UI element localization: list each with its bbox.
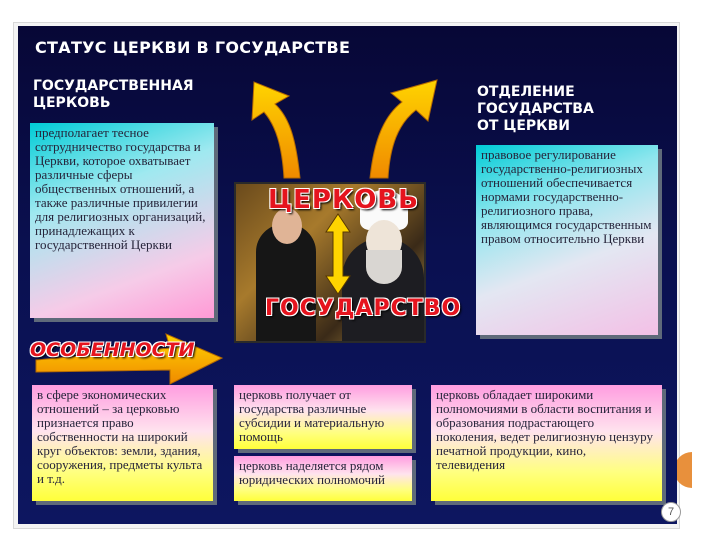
- feature-legal-powers: церковь наделяется рядом юридических полномочий: [234, 456, 412, 501]
- right-header-line-1: ОТДЕЛЕНИЕ: [477, 84, 575, 100]
- state-church-description: предполагает тесное сотрудничество государства и Церкви, которое охватывает различные сферы общественных отношений, а также различные привилегии для религиозных организаций, принадлежащих к государственной Церкви: [30, 123, 214, 318]
- left-header-line-1: ГОСУДАРСТВЕННАЯ: [33, 78, 194, 94]
- feature-education: церковь обладает широкими полномочиями в области воспитания и образования подрастающего поколения, ведет религиозную цензуру печатной продукции, кино, телевидения: [431, 385, 662, 501]
- page-number: 7: [661, 502, 681, 522]
- separation-description: правовое регулирование государственно-религиозных отношений обеспечивается нормами государственно-религиозного права, являющимся государственным правом относительно Церкви: [476, 145, 658, 335]
- church-label: ЦЕРКОВЬ: [268, 185, 419, 215]
- features-label: ОСОБЕННОСТИ: [30, 339, 195, 361]
- left-header-line-2: ЦЕРКОВЬ: [33, 95, 111, 111]
- state-label: ГОСУДАРСТВО: [265, 296, 462, 321]
- arrow-to-separation-icon: [370, 80, 437, 178]
- double-arrow-icon: [326, 214, 350, 294]
- right-header-line-3: ОТ ЦЕРКВИ: [477, 118, 570, 134]
- feature-economic: в сфере экономических отношений – за церковью признается право собственности на широкий круг объектов: земли, здания, сооружения, предметы культа и т.д.: [32, 385, 213, 501]
- slide-title: СТАТУС ЦЕРКВИ В ГОСУДАРСТВЕ: [35, 38, 351, 57]
- arrow-to-state-church-icon: [252, 82, 300, 178]
- right-header-line-2: ГОСУДАРСТВА: [477, 101, 594, 117]
- feature-subsidies: церковь получает от государства различные субсидии и материальную помощь: [234, 385, 412, 449]
